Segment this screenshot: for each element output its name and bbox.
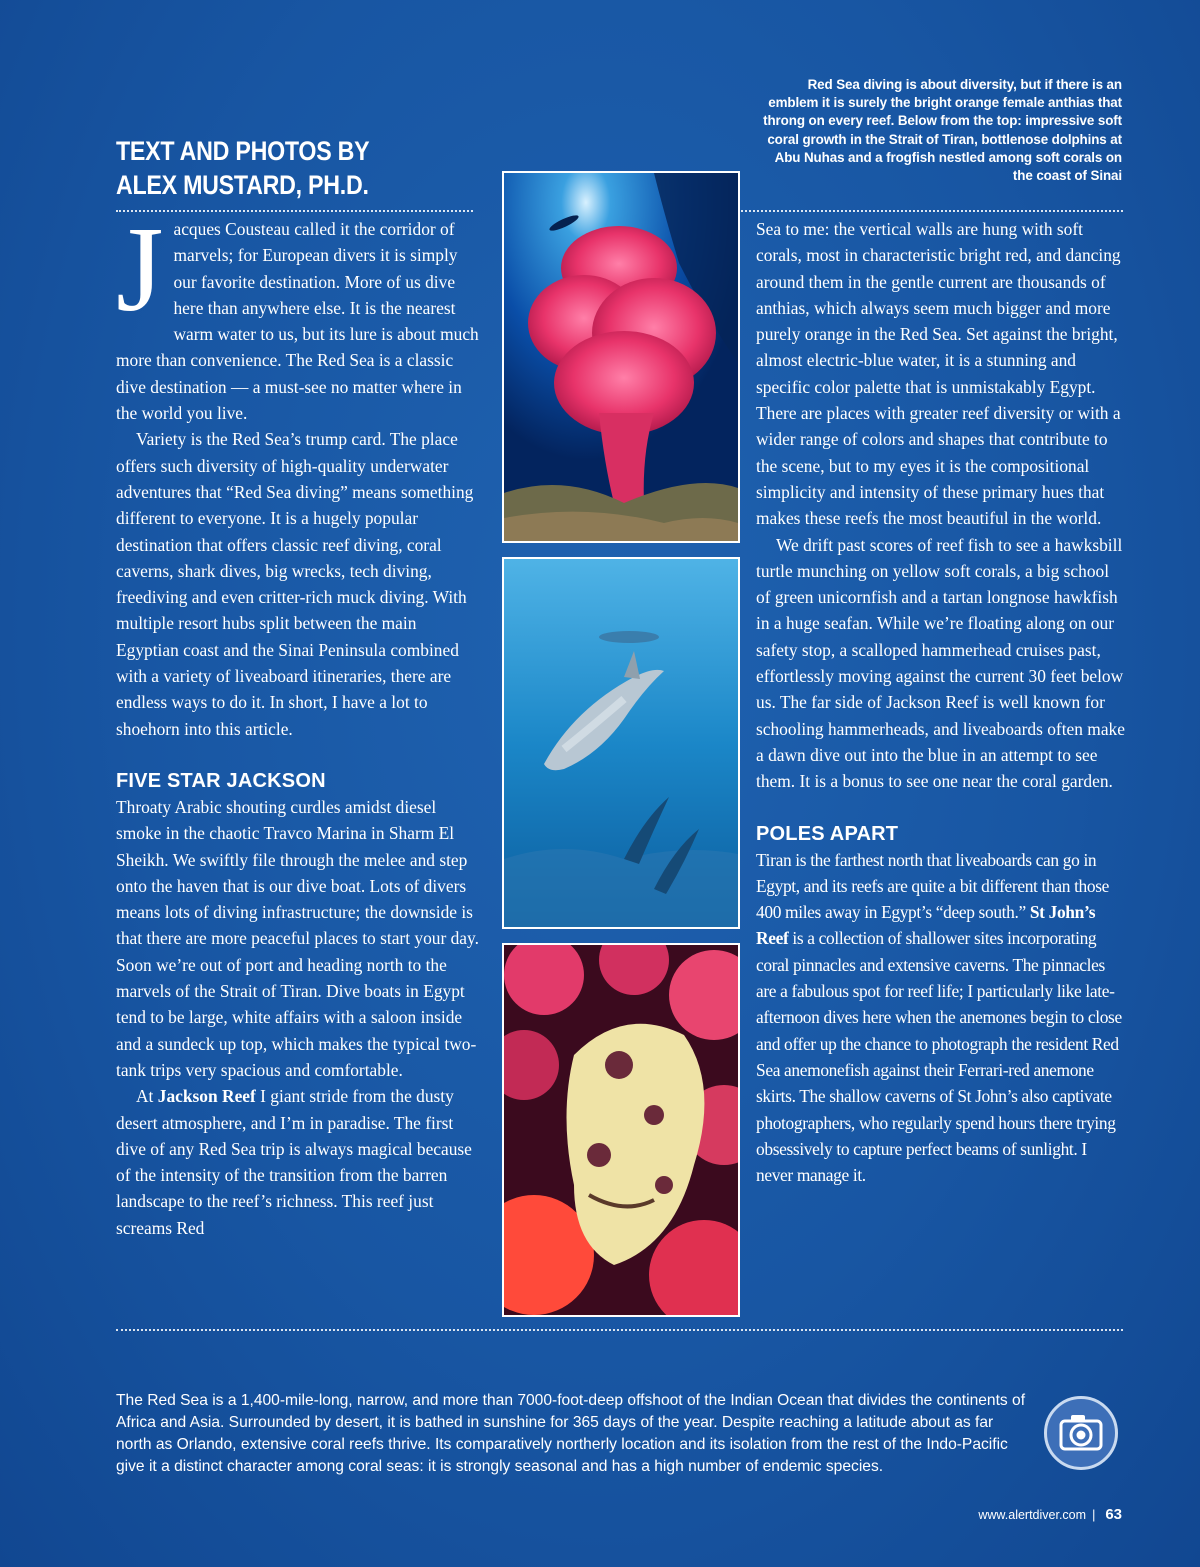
- body-paragraph: We drift past scores of reef fish to see a hawksbill turtle munching on yellow soft corals, a big school of green unicornfish and a tartan longnose hawkfish in a huge seafan. While we’re floating along on our safety stop, a scalloped hammerhead cruises past, effortlessly moving against the current 30 feet below us. The far side of Jackson Reef is well known for schooling hammerheads, and liveaboards often make a dawn dive out into the blue in an attempt to see them. It is a bonus to see one near the coral garden.: [756, 534, 1125, 792]
- body-paragraph: Throaty Arabic shouting curdles amidst diesel smoke in the chaotic Travco Marina in Sharm El Sheikh. We swiftly file through the melee and step onto the haven that is our dive boat. Lots of divers means lots of diving infrastructure; the downside is that there are more peaceful places to start your day. Soon we’re out of port and heading north to the marvels of the Strait of Tiran. Dive boats in Egypt tend to be large, white affairs with a saloon inside and a sundeck up top, which makes the typical two-tank trips very spacious and comfortable.: [116, 796, 479, 1080]
- byline: [116, 134, 426, 202]
- site-url[interactable]: www.alertdiver.com: [978, 1508, 1087, 1522]
- st-johns-reef-name: St John’s Reef: [756, 902, 1096, 949]
- photo-dolphins: [502, 557, 740, 929]
- photo-frogfish: [502, 943, 740, 1317]
- body-paragraph: Sea to me: the vertical walls are hung with soft corals, most in characteristic bright red, and dancing around them in the gentle current are thousands of anthias, which always seem much bigger and more purely orange in the Red Sea. Set against the bright, almost electric-blue water, it is a stunning and specific color palette that is unmistakably Egypt. There are places with greater reef diversity or with a wider range of colors and shapes that contribute to the scene, but to my eyes it is the compositional simplicity and intensity of these primary hues that makes these reefs the most beautiful in the world.: [756, 219, 1121, 529]
- page-footer: [900, 1506, 1122, 1523]
- fact-box: The Red Sea is a 1,400-mile-long, narrow, and more than 7000-foot-deep offshoot of the Indian Ocean that divides the continents of Africa and Asia. Surrounded by desert, it is bathed in sunshine for 365 days of the year. Despite reaching a latitude about as far north as Orlando, extensive coral reefs thrive. Its comparatively northerly location and its isolation from the rest of the Indo-Pacific give it a distinct character among coral seas: it is strongly seasonal and has a high number of endemic species.: [116, 1392, 1026, 1475]
- page-number: 63: [1105, 1506, 1122, 1523]
- divider-top-right: [738, 210, 1123, 212]
- photo-caption: Red Sea diving is about diversity, but if there is an emblem it is surely the bright orange female anthias that throng on every reef. Below from the top: impressive soft coral growth in the Strait of Tiran, bottlenose dolphins at Abu Nuhas and a frogfish nestled among soft corals on the coast of Sinai: [763, 77, 1122, 184]
- byline-line-1: TEXT AND PHOTOS BY: [116, 136, 370, 166]
- section-heading-five-star-jackson: FIVE STAR JACKSON: [116, 769, 326, 792]
- right-column: [756, 216, 1126, 1188]
- body-paragraph: Tiran is the farthest north that liveaboards can go in Egypt, and its reefs are quite a bit different than those 400 miles away in Egypt’s “deep south.” St John’s Reef is a collection of shallower sites incorporating coral pinnacles and extensive caverns. The pinnacles are a fabulous spot for reef life; I particularly like late-afternoon dives here when the anemones begin to close and offer up the chance to photograph the resident Red Sea anemonefish against their Ferrari-red anemone skirts. The shallow caverns of St John’s also captivate photographers, who regularly spend hours there trying obsessively to capture perfect beams of sunlight. I never manage it.: [756, 849, 1122, 1186]
- camera-icon: [1044, 1396, 1118, 1470]
- section-heading-poles-apart: POLES APART: [756, 822, 899, 845]
- divider-bottom: [116, 1329, 1123, 1331]
- drop-cap: J: [116, 202, 164, 337]
- divider-top-left: [116, 210, 473, 212]
- body-paragraph: At Jackson Reef I giant stride from the dusty desert atmosphere, and I’m in paradise. The first dive of any Red Sea trip is always magical because of the intensity of the transition from the barren landscape to the reef’s richness. This reef just screams Red: [116, 1086, 472, 1238]
- body-paragraph: Variety is the Red Sea’s trump card. The place offers such diversity of high-quality underwater adventures that “Red Sea diving” means something different to everyone. It is a hugely popular destination that offers classic reef diving, coral caverns, shark dives, big wrecks, tech diving, freediving and even critter-rich muck diving. With multiple resort hubs split between the main Egyptian coast and the Sinai Peninsula combined with a variety of liveaboard itineraries, there are endless ways to do it. In short, I have a lot to shoehorn into this article.: [116, 429, 474, 739]
- left-column: [116, 202, 480, 1241]
- intro-paragraph: Jacques Cousteau called it the corridor of marvels; for European divers it is simply our favorite destination. More of us dive here than anywhere else. It is the nearest warm water to us, but its lure is about much more than convenience. The Red Sea is a classic dive destination — a must-see no matter where in the world you live.: [116, 202, 479, 424]
- jackson-reef-name: Jackson Reef: [157, 1086, 256, 1107]
- photo-soft-coral: [502, 171, 740, 543]
- footer-separator: |: [1092, 1508, 1096, 1522]
- byline-line-2: ALEX MUSTARD, PH.D.: [116, 170, 369, 200]
